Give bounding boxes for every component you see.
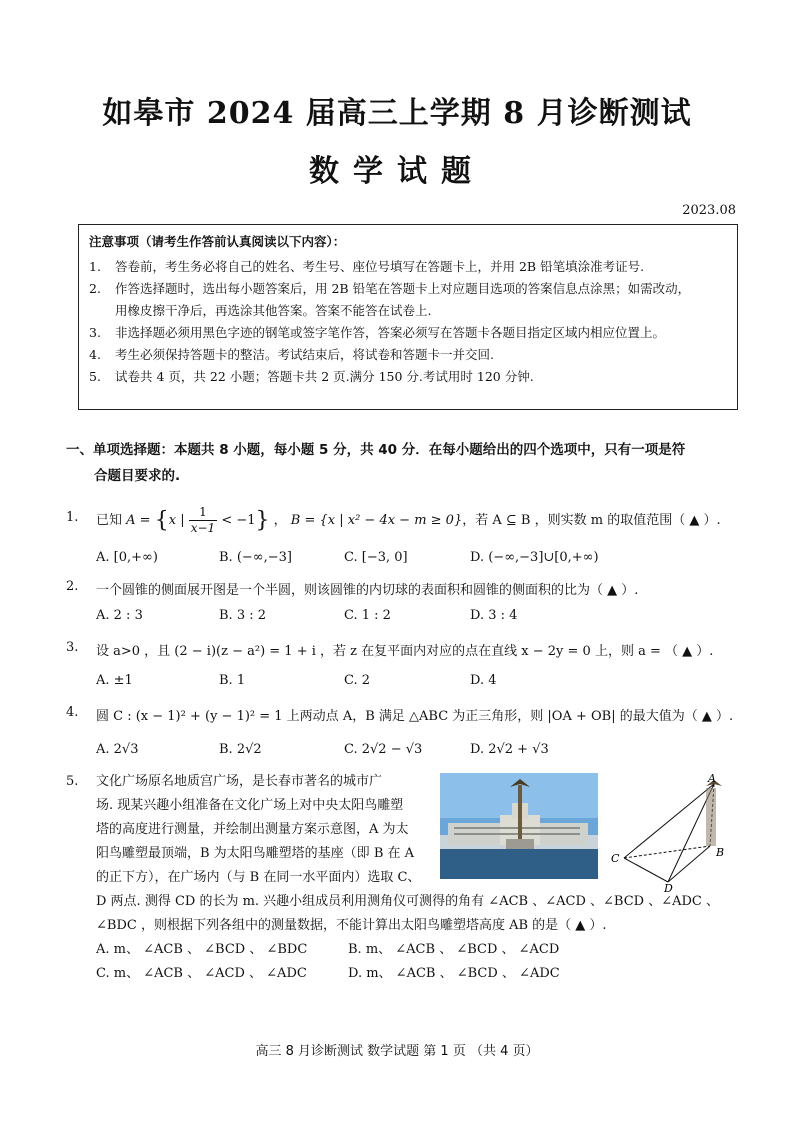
q1-set-a-var: A [126, 513, 136, 528]
option-a: A. 2 : 3 [96, 608, 143, 623]
question-text: 一个圆锥的侧面展开图是一个半圆，则该圆锥的内切球的表面积和圆锥的侧面积的比为（ ▲ ）. [96, 583, 639, 598]
q1-set-b: B = {x | x² − 4x − m ≥ 0} [290, 513, 463, 528]
question-4 [66, 705, 738, 724]
notice-text: 非选择题必须用黑色字迹的钢笔或签字笔作答，答案必须写在答题卡各题目指定区域内相应位置上。 [115, 325, 666, 340]
question-line: 场. 现某兴趣小组准备在文化广场上对中央太阳鸟雕塑 [96, 798, 404, 813]
option-b: B. 3 : 2 [219, 608, 267, 623]
question-text: 设 a>0 ，且 (2 − i)(z − a²) = 1 + i ，若 z 在复平面内对应的点在直线 x − 2y = 0 上，则 a = （ ▲ ）. [96, 644, 714, 659]
q1-pre: 已知 [96, 513, 123, 528]
question-3-options [96, 673, 736, 688]
option-a: A. ±1 [96, 673, 133, 688]
question-2-options [96, 608, 736, 623]
option-c: C. [−3, 0] [344, 550, 408, 565]
label-b: B [716, 846, 725, 859]
q1-post: ，若 A ⊆ B ，则实数 m 的取值范围（ ▲ ）. [462, 513, 721, 528]
section-line: 一、单项选择题：本题共 8 小题，每小题 5 分，共 40 分．在每小题给出的四个选项中，只有一项是符 [66, 442, 686, 458]
section-heading [66, 437, 736, 489]
section-line: 合题目要求的. [94, 468, 181, 484]
question-5-options-row [66, 962, 738, 986]
notice-text: 答卷前，考生务必将自己的姓名、考生号、座位号填写在答题卡上，并用 2B 铅笔填涂准考证号. [115, 259, 645, 274]
option-b: B. m、 ∠ACB 、 ∠BCD 、 ∠ACD [348, 942, 560, 957]
question-1 [66, 505, 738, 536]
option-b: B. 1 [219, 673, 246, 688]
tetrahedron-figure [606, 770, 738, 894]
sculpture-photo [440, 773, 598, 879]
option-c: C. 1 : 2 [344, 608, 391, 623]
question-3 [66, 640, 738, 659]
option-d: D. m、 ∠ACB 、 ∠BCD 、 ∠ADC [348, 966, 560, 981]
notice-num: 2. [89, 281, 101, 296]
notice-item [89, 278, 727, 300]
option-d: D. 2√2 + √3 [470, 742, 549, 757]
question-number: 4. [66, 705, 79, 720]
notice-heading: 注意事项（请考生作答前认真阅读以下内容）： [89, 234, 346, 249]
notice-text: 试卷共 4 页，共 22 小题；答题卡共 2 页.满分 150 分.考试用时 120 分钟. [115, 369, 534, 384]
option-b: B. 2√2 [219, 742, 262, 757]
notice-item [89, 366, 727, 388]
question-number: 3. [66, 640, 79, 655]
label-d: D [664, 882, 673, 894]
notice-text: 考生必须保持答题卡的整洁。考试结束后，将试卷和答题卡一并交回. [115, 347, 494, 362]
notice-item [89, 256, 727, 278]
option-d: D. 4 [470, 673, 497, 688]
option-a: A. [0,+∞) [96, 550, 158, 565]
fraction-denominator: x−1 [190, 521, 216, 535]
question-5-wrapped-text [96, 770, 436, 890]
page-footer: 高三 8 月诊断测试 数学试题 第 1 页 （共 4 页） [255, 1044, 539, 1059]
question-line: 阳鸟雕塑最顶端，B 为太阳鸟雕塑塔的基座（即 B 在 A [96, 846, 415, 861]
question-text: 已知 A = {x | $\frac{1}{x-1}$ < −1} ， B = {x | x² − 4x − m ≥ 0}，若 A ⊆ B ，则实数 m 的取值范围（ ▲ ）. [96, 505, 721, 535]
exam-date: 2023.08 [682, 203, 736, 218]
q1-fraction [189, 505, 217, 536]
notice-num: 4. [89, 347, 101, 362]
option-c: C. 2√2 − √3 [344, 742, 423, 757]
question-number: 5. [66, 774, 79, 789]
notice-num: 1. [89, 259, 101, 274]
question-line: D 两点. 测得 CD 的长为 m. 兴趣小组成员利用测角仪可测得的角有 ∠ACB 、∠ACD 、∠BCD 、∠ADC 、 [96, 894, 719, 909]
question-text: 圆 C : (x − 1)² + (y − 1)² = 1 上两动点 A，B 满足 △ABC 为正三角形，则 |OA + OB| 的最大值为（ ▲ ）. [96, 709, 734, 724]
notice-box [78, 224, 738, 410]
question-4-options [96, 742, 736, 757]
question-line: 文化广场原名地质宫广场，是长春市著名的城市广 [96, 774, 383, 789]
question-number: 2. [66, 579, 79, 594]
notice-text: 作答选择题时，选出每小题答案后，用 2B 铅笔在答题卡上对应题目选项的答案信息点涂黑；如需改动， [115, 281, 691, 296]
label-a: A [708, 772, 716, 785]
question-2 [66, 579, 738, 598]
option-d: D. 3 : 4 [470, 608, 518, 623]
question-1-options [96, 550, 736, 565]
option-a: A. 2√3 [96, 742, 139, 757]
option-a: A. m、 ∠ACB 、 ∠BCD 、 ∠BDC [96, 942, 308, 957]
notice-text-continued: 用橡皮擦干净后，再选涂其他答案。答案不能答在试卷上. [115, 303, 432, 318]
exam-subtitle: 数学试题 [309, 154, 485, 189]
question-line: ∠BDC ，则根据下列各组中的测量数据，不能计算出太阳鸟雕塑塔高度 AB 的是（ ▲ ）. [96, 918, 607, 933]
option-d: D. (−∞,−3]∪[0,+∞) [470, 550, 599, 565]
option-b: B. (−∞,−3] [219, 550, 292, 565]
notice-num: 5. [89, 369, 101, 384]
question-line: 塔的高度进行测量，并绘制出测量方案示意图，A 为太 [96, 822, 409, 837]
notice-item [89, 322, 727, 344]
question-number: 1. [66, 510, 79, 525]
exam-title: 如皋市 2024 届高三上学期 8 月诊断测试 [102, 96, 692, 131]
fraction-numerator: 1 [189, 505, 217, 521]
question-5-options-row [66, 938, 738, 962]
label-c: C [611, 852, 620, 865]
option-c: C. 2 [344, 673, 371, 688]
question-line: 的正下方），在广场内（与 B 在同一水平面内）选取 C、 [96, 870, 421, 885]
notice-item [89, 344, 727, 366]
option-c: C. m、 ∠ACB 、 ∠ACD 、 ∠ADC [96, 966, 307, 981]
notice-num: 3. [89, 325, 101, 340]
